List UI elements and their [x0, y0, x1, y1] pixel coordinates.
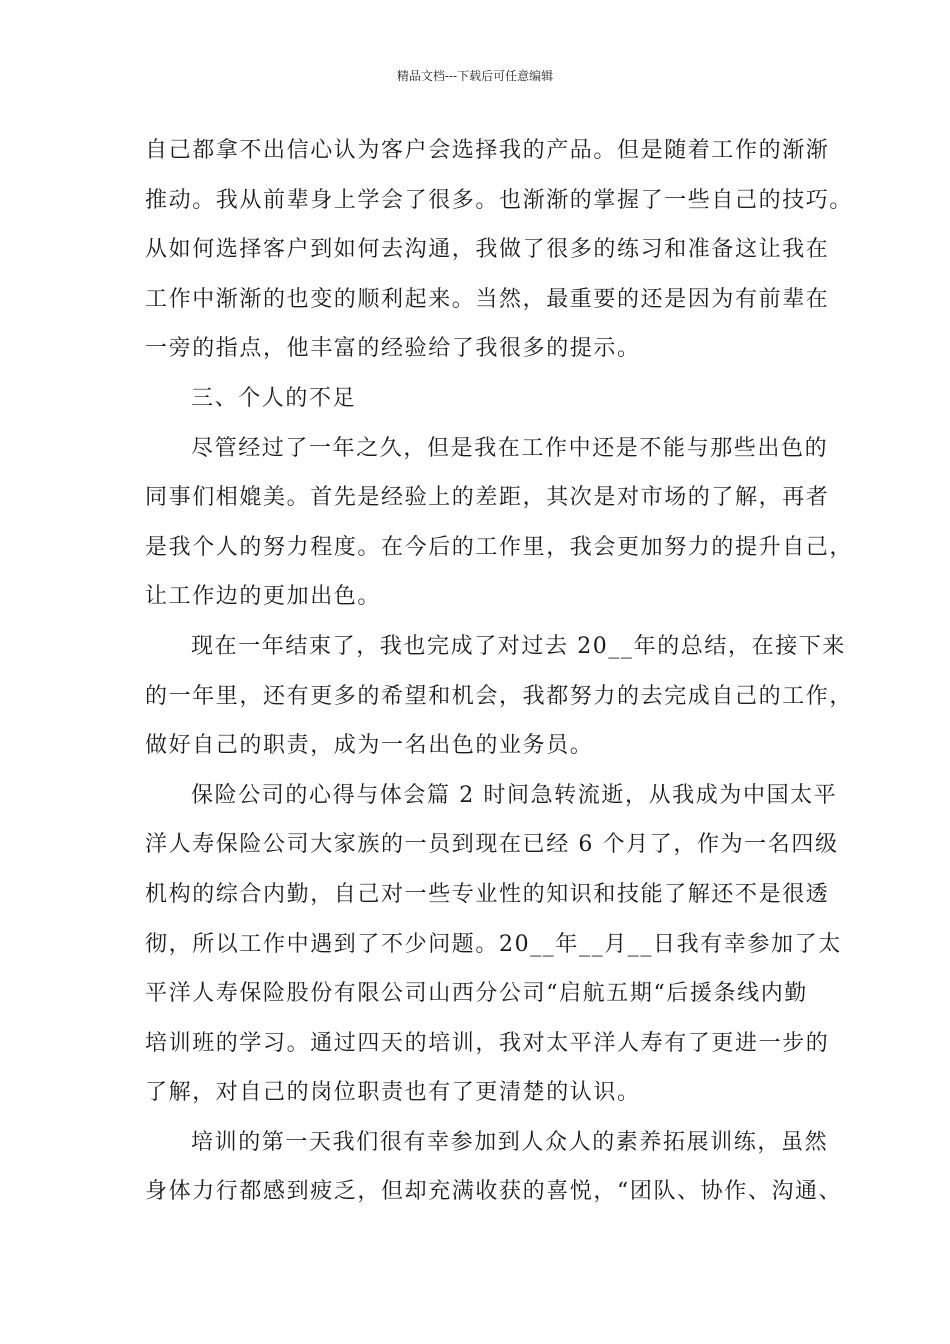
- text-line: 同事们相媲美。首先是经验上的差距，其次是对市场的了解，再者: [145, 485, 830, 511]
- text-line: 机构的综合内勤，自己对一些专业性的知识和技能了解还不是很透: [145, 881, 830, 907]
- text-line: 推动。我从前辈身上学会了很多。也渐渐的掌握了一些自己的技巧。: [145, 187, 854, 213]
- text-line: 一旁的指点，他丰富的经验给了我很多的提示。: [145, 336, 641, 362]
- text-line: 身体力行都感到疲乏，但却充满收获的喜悦，“团队、协作、沟通、: [145, 1179, 843, 1205]
- text-line: 保险公司的心得与体会篇 2 时间急转流逝，从我成为中国太平: [191, 782, 838, 808]
- text-line: 现在一年结束了，我也完成了对过去 20__年的总结，在接下来: [191, 633, 846, 659]
- text-line: 自己都拿不出信心认为客户会选择我的产品。但是随着工作的渐渐: [145, 138, 830, 163]
- text-line: 做好自己的职责，成为一名出色的业务员。: [145, 733, 594, 759]
- text-line: 平洋人寿保险股份有限公司山西分公司“启航五期“后援条线内勤: [145, 981, 808, 1007]
- text-line: 从如何选择客户到如何去沟通，我做了很多的练习和准备这让我在: [145, 237, 830, 263]
- text-line: 的一年里，还有更多的希望和机会，我都努力的去完成自己的工作，: [145, 683, 854, 709]
- page-header: 精品文档---下载后可任意编辑: [396, 69, 554, 83]
- body-text: [145, 126, 854, 1217]
- text-line: 彻，所以工作中遇到了不少问题。20__年__月__日我有幸参加了太: [145, 931, 842, 957]
- text-line: 工作中渐渐的也变的顺利起来。当然，最重要的还是因为有前辈在: [145, 286, 830, 312]
- text-line: 了解，对自己的岗位职责也有了更清楚的认识。: [145, 1080, 641, 1106]
- text-line: 让工作边的更加出色。: [145, 584, 382, 610]
- text-line: 三、个人的不足: [191, 385, 357, 411]
- text-line: 尽管经过了一年之久，但是我在工作中还是不能与那些出色的: [191, 435, 829, 461]
- text-line: 洋人寿保险公司大家族的一员到现在已经 6 个月了，作为一名四级: [145, 832, 839, 858]
- text-line: 是我个人的努力程度。在今后的工作里，我会更加努力的提升自己，: [145, 534, 854, 560]
- text-line: 培训班的学习。通过四天的培训，我对太平洋人寿有了更进一步的: [145, 1030, 830, 1056]
- text-line: 培训的第一天我们很有幸参加到人众人的素养拓展训练，虽然: [191, 1129, 829, 1155]
